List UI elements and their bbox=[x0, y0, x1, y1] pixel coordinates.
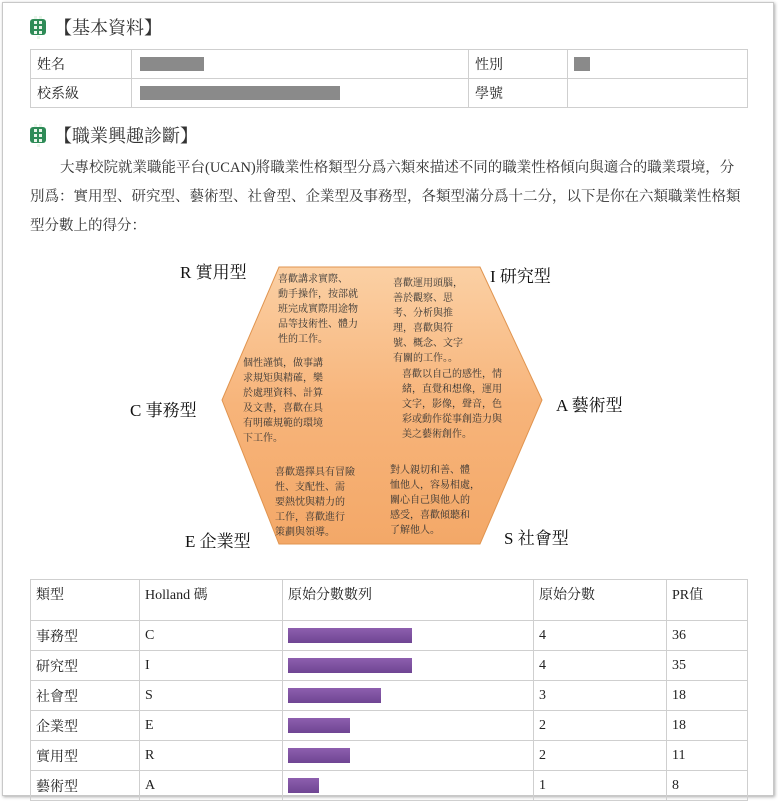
table-row bbox=[31, 711, 748, 741]
label-realistic: R 實用型 bbox=[180, 263, 247, 282]
label-investigative: I 研究型 bbox=[490, 267, 551, 286]
table-row bbox=[31, 621, 748, 651]
interest-heading bbox=[30, 122, 198, 148]
row-code: R bbox=[140, 741, 283, 771]
student-id-label: 學號 bbox=[469, 79, 568, 108]
row-pr: 11 bbox=[667, 741, 748, 771]
row-bar-cell bbox=[283, 771, 534, 801]
label-artistic: A 藝術型 bbox=[556, 396, 623, 415]
row-code: S bbox=[140, 681, 283, 711]
row-bar-cell bbox=[283, 681, 534, 711]
row-type: 社會型 bbox=[31, 681, 140, 711]
header-pr: PR值 bbox=[667, 580, 748, 621]
label-enterprising: E 企業型 bbox=[185, 532, 251, 551]
name-label: 姓名 bbox=[31, 50, 132, 79]
label-conventional: C 事務型 bbox=[130, 401, 197, 420]
row-code: I bbox=[140, 651, 283, 681]
row-raw-score: 4 bbox=[534, 621, 667, 651]
basic-info-table bbox=[30, 49, 748, 108]
row-bar-cell bbox=[283, 621, 534, 651]
score-bar bbox=[288, 688, 381, 703]
name-value bbox=[132, 50, 469, 79]
interest-paragraph bbox=[30, 154, 748, 241]
basic-info-title: 【基本資料】 bbox=[54, 18, 162, 39]
desc-artistic: 喜歡以自己的感性，情 緒，直覺和想像，運用 文字，影像，聲音，色 彩或動作從事創造力與 美之藝術創作。 bbox=[402, 369, 502, 440]
row-code: E bbox=[140, 711, 283, 741]
row-type: 研究型 bbox=[31, 651, 140, 681]
table-row bbox=[31, 771, 748, 801]
redacted-school bbox=[140, 86, 340, 100]
row-pr: 18 bbox=[667, 711, 748, 741]
redacted-gender bbox=[574, 57, 590, 71]
header-raw-score: 原始分數 bbox=[534, 580, 667, 621]
row-pr: 8 bbox=[667, 771, 748, 801]
row-raw-score: 1 bbox=[534, 771, 667, 801]
row-code: C bbox=[140, 621, 283, 651]
score-bar bbox=[288, 658, 412, 673]
desc-enterprising: 喜歡選擇具有冒險 性、支配性、需 要熱忱與精力的 工作，喜歡進行 策劃與領導。 bbox=[275, 467, 355, 538]
row-type: 事務型 bbox=[31, 621, 140, 651]
interest-title: 【職業興趣診斷】 bbox=[54, 126, 198, 147]
redacted-name bbox=[140, 57, 204, 71]
table-row bbox=[31, 681, 748, 711]
holland-hexagon-diagram bbox=[0, 250, 778, 560]
school-label: 校系級 bbox=[31, 79, 132, 108]
score-bar bbox=[288, 748, 350, 763]
row-bar-cell bbox=[283, 651, 534, 681]
score-table-header bbox=[31, 580, 748, 621]
label-social: S 社會型 bbox=[504, 529, 569, 548]
gender-value bbox=[568, 50, 748, 79]
desc-realistic: 喜歡講求實際、 動手操作，按部就 班完成實際用途物 品等技術性、體力 性的工作。 bbox=[278, 274, 358, 345]
score-table bbox=[30, 579, 748, 801]
interest-paragraph-text: 大專校院就業職能平台(UCAN)將職業性格類型分爲六類來描述不同的職業性格傾向與適合的職業環境，分別爲：實用型、研究型、藝術型、社會型、企業型及事務型，各類型滿分爲十二分，以下是你在六類職業性格類型分數上的得分： bbox=[30, 160, 741, 234]
student-id-value bbox=[568, 79, 748, 108]
gender-label: 性別 bbox=[469, 50, 568, 79]
row-pr: 18 bbox=[667, 681, 748, 711]
table-row bbox=[31, 651, 748, 681]
hexagon-svg bbox=[0, 250, 778, 560]
header-holland-code: Holland 碼 bbox=[140, 580, 283, 621]
score-bar bbox=[288, 718, 350, 733]
row-raw-score: 4 bbox=[534, 651, 667, 681]
score-bar bbox=[288, 778, 319, 793]
row-pr: 36 bbox=[667, 621, 748, 651]
row-raw-score: 3 bbox=[534, 681, 667, 711]
basic-info-heading bbox=[30, 14, 162, 40]
desc-investigative: 喜歡運用頭腦， 善於觀察、思 考、分析與推 理，喜歡與符 號、概念、文字 有關的工作。。 bbox=[393, 278, 463, 364]
desc-conventional: 個性謹慎，做事講 求規矩與精確，樂 於處理資料、計算 及文書，喜歡在具 有明確規範的環境 下工作。 bbox=[243, 358, 323, 444]
score-bar bbox=[288, 628, 412, 643]
row-code: A bbox=[140, 771, 283, 801]
grid-icon bbox=[30, 127, 46, 143]
header-score-bar: 原始分數數列 bbox=[283, 580, 534, 621]
row-bar-cell bbox=[283, 711, 534, 741]
row-type: 藝術型 bbox=[31, 771, 140, 801]
row-pr: 35 bbox=[667, 651, 748, 681]
row-raw-score: 2 bbox=[534, 711, 667, 741]
row-type: 實用型 bbox=[31, 741, 140, 771]
row-raw-score: 2 bbox=[534, 741, 667, 771]
header-type: 類型 bbox=[31, 580, 140, 621]
table-row bbox=[31, 741, 748, 771]
row-type: 企業型 bbox=[31, 711, 140, 741]
desc-social: 對人親切和善、體 恤他人，容易相處， 關心自己與他人的 感受，喜歡傾聽和 了解他人。 bbox=[390, 465, 480, 536]
row-bar-cell bbox=[283, 741, 534, 771]
grid-icon bbox=[30, 19, 46, 35]
school-value bbox=[132, 79, 469, 108]
